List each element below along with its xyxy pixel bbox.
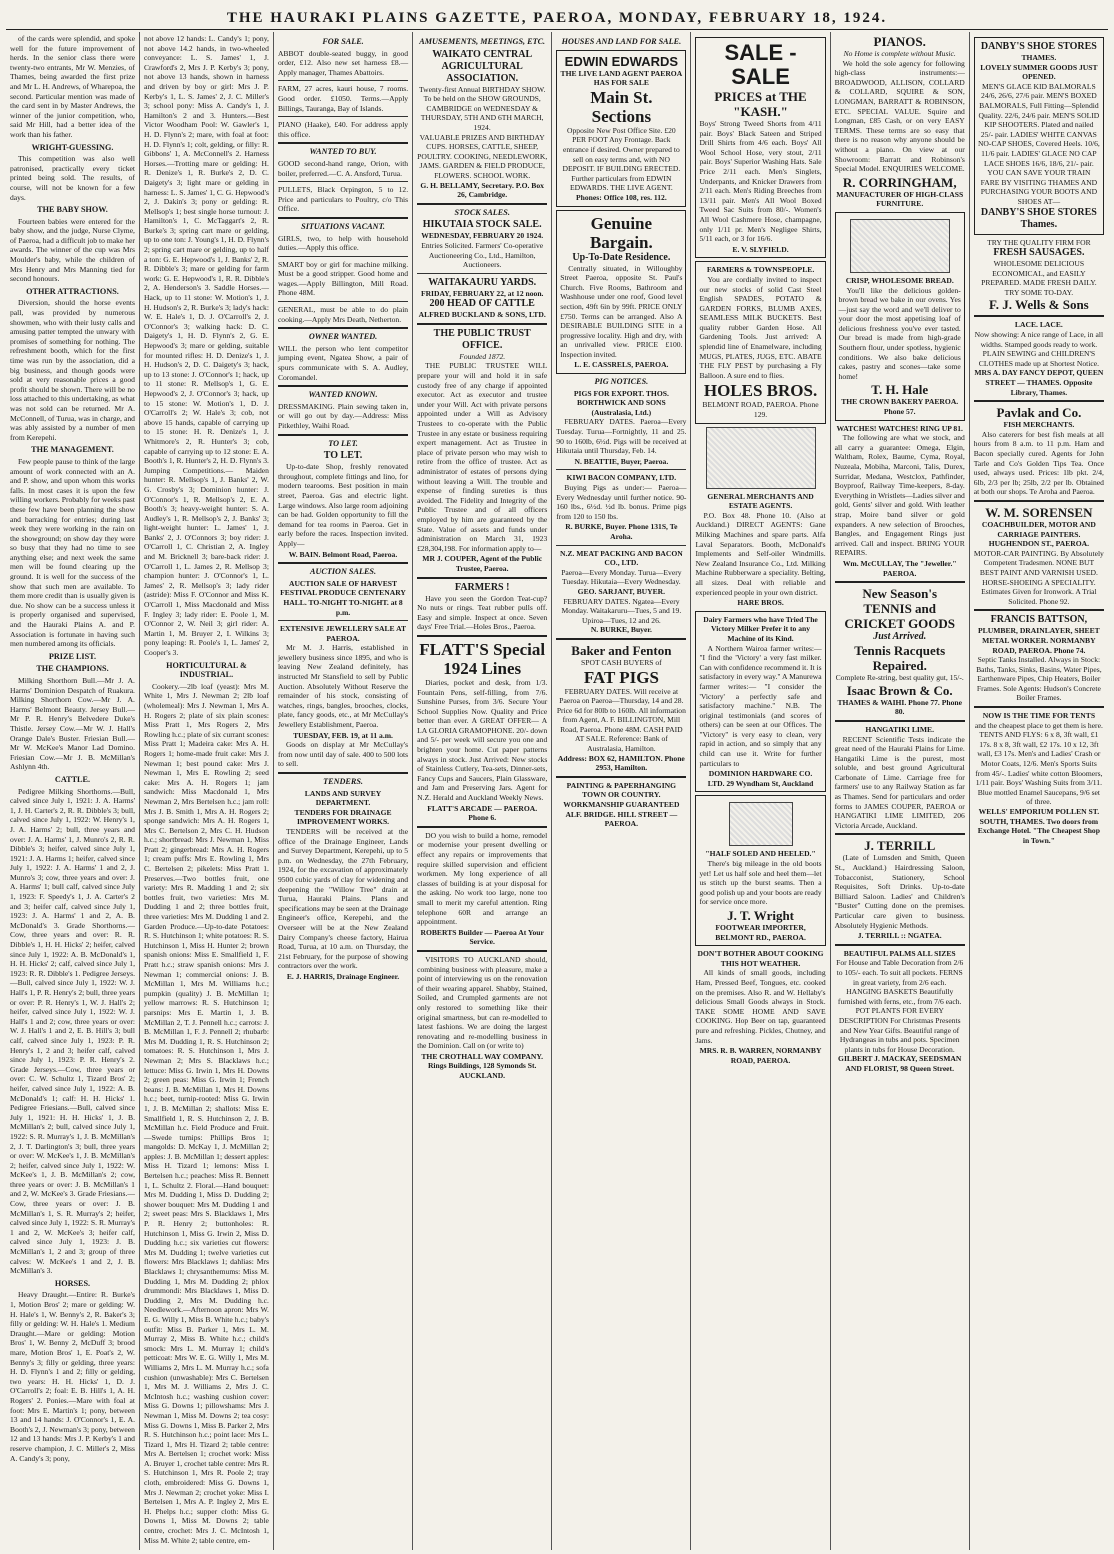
bf-fat: FAT PIGS bbox=[583, 667, 659, 687]
heading-auction: AUCTION SALES. bbox=[310, 567, 377, 577]
fb-sub: PLUMBER, DRAINLAYER, SHEET METAL WORKER. NORMANBY ROAD, PAEROA. Phone 74. bbox=[978, 626, 1100, 655]
terrill-name: J. TERRILL bbox=[864, 838, 936, 854]
column-3 bbox=[274, 32, 413, 1550]
jewellery-more: Goods on display at Mr McCullay's from now until day of sale. 400 to 500 lots to sell. bbox=[277, 740, 409, 769]
heading-tolet: TO LET. bbox=[328, 438, 358, 448]
danby-sign: DANBY'S SHOE STORES Thames. bbox=[980, 206, 1097, 230]
boot-illustration bbox=[729, 802, 793, 846]
waitakauru-cattle: 200 HEAD OF CATTLE bbox=[429, 298, 535, 310]
pav-title: Pavlak and Co. bbox=[996, 405, 1082, 421]
kiwi-body: Buying Pigs as under:— Paeroa—Every Wednesday until further notice. 90-160 lbs., 6½d. ½d lb. bonus. Prime pigs from 120 to 150 lbs. bbox=[556, 483, 687, 521]
pig-sign: N. BEATTIE, Buyer, Paeroa. bbox=[574, 456, 669, 466]
watches-title: WATCHES! WATCHES! RING UP 81. bbox=[836, 423, 963, 433]
ib-sub: THAMES & WAIHI. Phone 77. Phone 80. bbox=[837, 697, 962, 717]
ad-dressmaking: DRESSMAKING. Plain sewing taken in, or will go out by day.—Address: Miss Pitkethley, Waihi Road. bbox=[277, 401, 409, 430]
farmers-title: FARMERS ! bbox=[454, 581, 510, 593]
visitors-sign: THE CROTHALL WAY COMPANY. Rings Buildings, 128 Symonds St. AUCKLAND. bbox=[421, 1051, 544, 1081]
lace-body: Now showing: A nice range of Lace, in all widths. Stamped goods ready to work. PLAIN SEWING and CHILDREN'S CLOTHES made up at Shortest Notice. bbox=[974, 330, 1104, 368]
fw-saus: FRESH SAUSAGES. bbox=[993, 247, 1085, 259]
nz-meat-dates: FEBRUARY DATES. Ngatea—Every Monday. Waitakaruru—Tues, 5 and 19. Upiroa—Tues, 12 and 26. bbox=[561, 596, 682, 625]
heading-cattle: CATTLE. bbox=[54, 774, 91, 784]
ad-spurs: WILL the person who lent competitor jumping event, Ngatea Show, a pair of spurs communicate with S. A. Audley, Coromandel. bbox=[277, 343, 409, 382]
terrill-sign: J. TERRILL :: NGATEA. bbox=[857, 931, 942, 941]
heading-wanted: WANTED TO BUY. bbox=[309, 147, 377, 157]
ad-buggy: ABBOT double-seated buggy, in good order, £12. Also new set harness £8.—Apply manager, Thames Abattoirs. bbox=[277, 48, 409, 77]
danby-title: DANBY'S SHOE STORES bbox=[980, 41, 1097, 52]
article-champ: Milking Shorthorn Bull.—Mr J. A. Harms' Dominion Despatch of Ruakura. Milking Shorthorn Cow.—Mr J. A. Harms' Belmont Beauty. Jersey Bull.—Mr P. R. Henry's Belvedere Duke's Thistle. Jersey Cow.—Mr W. J. Hall's Orange Dale's Buster. Friesian Bull.—Mr W. McKee's Manor Lad Domino. Friesian Cow.—Mr J. B. McMillan's Ashlynn 4th. bbox=[10, 676, 135, 772]
hb-sub: BELMONT ROAD, PAEROA. Phone 129. bbox=[702, 400, 819, 420]
hb-body: P.O. Box 48. Phone 10. (Also at Auckland.) DIRECT AGENTS: Gane Milking Machines and spare parts. Alfa Laval Separators. Booth, McDonald's Implements and Self-oiler Windmills. New Zealand Insurance Co., Ltd. Milking Machine Rubberware a speciality. Belting, all sizes. Deal with reliable and experienced people in your own district. bbox=[695, 510, 826, 597]
tolet-body: Up-to-date Shop, freshly renovated throughout, complete fittings and lino, for modern tearooms. Best position in main street, Paeroa. Gas and electric light. Large windows. Also large room adjoining can be had. Golden opportunity to fill the demand for tea rooms in Paeroa. Get in early before the races. Inspection invited. Apply— bbox=[277, 462, 409, 548]
pig-title: PIGS FOR EXPORT. THOS. BORTHWICK AND SONS (Australasia, Ltd.) bbox=[573, 388, 669, 417]
column-6 bbox=[691, 32, 830, 1550]
bread-body: You'll like the delicious golden-brown bread we bake in our ovens. Yes—just say the word and we'll deliver to your door the most appetising loaf of delicious freshness you've ever tasted. Our bread is made from high-grade Southern flour, under spotless, hygienic conditions. We also bake delicious cakes, pastry and scones—take some home! bbox=[838, 285, 961, 381]
heading-pig: PIG NOTICES. bbox=[594, 377, 649, 387]
heading-wantedknown: WANTED KNOWN. bbox=[308, 390, 378, 400]
roberts-body: DO you wish to build a home, remodel or modernise your present dwelling or effect any repairs or improvements that require skilled supervision and efficient workmen. My long experience of all classes of building is at your disposal for the asking. No work too large, none too small to merit my careful attention. Ring telephone 60R and arrange an appointment. bbox=[417, 830, 548, 927]
pianos-body: We hold the sole agency for following high-class instruments:— BROADWOOD, ALLISON, COLLARD & COLLARD, SQUIRE & SON, LONGMAN, BARRATT & ROBINSON, ETC. SPECIAL VALUE. Squire and Longman, £85 Cash, or on very EASY TERMS. These terms are so easy that there is no reason why anyone should be without a piano. On view at our Showroom: Barratt and Robinson's Special Model. ENQUIRIES WELCOME. bbox=[834, 58, 965, 174]
tender-sign: E. J. HARRIS, Drainage Engineer. bbox=[286, 971, 400, 981]
hikutaia-body: Entries Solicited. Farmers' Co-operative Auctioneering Co., Ltd., Hamilton, Auctioneers. bbox=[421, 240, 544, 270]
bf-body: FEBRUARY DATES. Will receive at Paeroa on Paeroa—Thursday, 14 and 28. Price 6d for 80lb to 160lb. All information from Agent, A. F. BILLINGTON, Mill Road, Paeroa. Phone 48M. CASH PAID AT SALE. Reference: Bank of Australasia, Hamilton. bbox=[556, 686, 686, 754]
tender-title: LANDS AND SURVEY DEPARTMENT. bbox=[304, 788, 382, 808]
heading-prize: PRIZE LIST. bbox=[48, 651, 97, 661]
ft-body: You are cordially invited to inspect our new stocks of solid Cast Steel English SPADES, POTATO & GARDEN FORKS, BLUMB AXES, SEAMLESS MILK BUCKETS. Best quality rubber Garden Hose. All Gardening Tools. Just arrived: A splendid line of Enamelware, including MUGS, PLATES, JUGS, ETC. ABATE THE FLY PEST by purchasing a Fly Balloon. A sure end to flies. bbox=[699, 274, 822, 380]
hb-sign: HARE BROS. bbox=[737, 598, 784, 608]
ra-body: All kinds of small goods, including Ham, Pressed Beef, Tongues, etc. cooked on the premises. Also R. and W. Hellaby's delicious Small Goods always in Stock. TAKE SOME HOME AND SAVE COOKING. Hop Beer on tap, guaranteed pure and refreshing. Pickles, Chutney, and Jams. bbox=[695, 968, 826, 1045]
column-2 bbox=[140, 32, 274, 1550]
tents-body: and the cheapest place to get them is here. TENTS AND FLYS: 6 x 8, 3ft wall, £1 17s. 8 x 8, 3ft wall, £2 17s. 10 x 12, 3ft wall, £3 17s. Men's and Ladies' Crash or Motor Coats, 12/6. Men's Sports Suits from 45/-. Ladies' white cotton Bloomers, 1/11 pair. Boys' Washing Suits from 3/11. Blue mottled Enamel Saucepans, 9/6 set of three. bbox=[974, 720, 1103, 807]
ad-girls: GIRLS, two, to help with household duties.—Apply this office. bbox=[277, 233, 409, 253]
wms-title: W. M. SORENSEN bbox=[985, 504, 1093, 520]
gb-sign: L. E. CASSRELS, PAEROA. bbox=[574, 360, 669, 370]
crown-bakery-ad bbox=[835, 212, 965, 421]
ft-title: FARMERS & TOWNSPEOPLE. bbox=[706, 265, 815, 275]
roberts-sign: ROBERTS Builder — Paeroa At Your Service. bbox=[420, 927, 544, 947]
boot-body: There's big mileage in the old boots yet! Let us half sole and heel them—let us stitch up the burst seams. Then a good polish up and your boots are ready for service once more. bbox=[699, 859, 822, 907]
waikato-sign: G. H. BELLAMY, Secretary. P.O. Box 26, Cambridge. bbox=[420, 180, 544, 200]
tr-title: Tennis Racquets Repaired. bbox=[854, 643, 946, 674]
flatts-sign: FLATT'S ARCADE — PAEROA. Phone 6. bbox=[427, 803, 538, 823]
hikutaia-title: HIKUTAIA STOCK SALE. bbox=[422, 219, 542, 231]
flatts-title: FLATT'S Special 1924 Lines bbox=[419, 639, 546, 678]
heading-stock: STOCK SALES. bbox=[454, 207, 510, 217]
article-horses-cont: not above 12 hands: L. Candy's 1; pony, not above 14.2 hands, in two-wheeled conveyance: L. S. James' 1, J. Crawford's 2, Mrs J. P. Kerby's 3; pony, not above 13 hands, shown in harness and driven by boy or girl: Mrs J. P. Kerby's 1, L. S. James' 2, J. C. Miller's 3; school pony: Miss A. Candy's 1, J. Hamilton's 2 and 3. Hunters.—Best Victor Woodham Pool: W. Gawler's 1, H. D. Flynn's 2; mare, with foal at foot: H. D. Flynn's 1; colt, gelding, or filly: R. Gibbons' 1, A. McConnell's 2. Harness Horses.—Trotting mare or gelding: H. R. Denize's 1, R. Burke's 2, D. C. Daigety's 3; light mare or gelding in harness: L. S. James' 1, C. G. Hepwood's 2, J. Dakin's 3; pony or gelding: R. Mellsop's 1; best single horse turnout: J. Hamilton's 1, C. McTaggart's 2, R. Burke's 3; spring cart mare or gelding, up to one ton: J. Young's 1, H. D. Flynn's 2; spring cart mare or gelding, up to half a ton: G. E. Hepwood's 1, J. Banks' 2, R. R. Dibble's 3; mare or gelding for farm work: G. E. Hepwood's 1, R. R. Dibble's 2, A. Henderson's 3. Saddle Horses.—Hack, up to 11 stone: W. Motion's 1, J. H. Hudson's 2, R. Burke's 3; lady's hack: W. E. Hale's 1, D. J. O'Carroll's 2, J. O'Connor's 3; walking hack: D. C. Daigety's 1, H. D. Flynn's 2, G. E. Hepwood's 3; mare or gelding, suitable for mounted rifles: H. D. Denize's 1, J. H. Hudson's 2, D. C. Daigety's 3; hack, up to 13 stone: J. O'Connor's 1; hack, up to 11 stone: R. Mellsop's 1, G. E. Hepwood's 2, J. O'Connor's 3; hack, up to 15 stone: W. Motion's 1, D. J. O'Carroll's 2; W. Hale's 3; cob, not above 15 hands, capable of carrying up to 15 stone: H. R. Denize's 1, J. Whitmore's 2, R. Hunter's 3; cob, capable of carrying up to 12 stone: E. A. Booth's 1, R. Hunter's 2, H. D. Flynn's 3. Jumping Competitions.— Maiden hunter: R. Mellsop's 1, J. Banks' 2, W. G. Crosby's 3; Dominion hunter: J. O'Connor's 1, R. Mellsop's 2, E. A. Booth's 3; heavy-weight hunter: S. A. Audley's 1, R. Mellsop's 2, J. Banks' 3; light-weight hunter: L. James' 1, J. Banks' 2, J. O'Connors 3; boy rider: J. O'Carroll 1, C. Christian 2, A. Ingley and M. Bricknell 3; bare-back rider: J. O'Carroll 1, L. James 2, R. Mellsop 3; champion hunter: J. O'Connor's 1, L. James' 2, R. Mellsop's 3; lady rider (astride): Miss F. O'Connor and Miss K. O'Carroll 1, Miss Macdonald and Miss F. Ingley 3; lady rider: E. Poole 1, M. O'Connor 2, W. Neil 3; girl rider: A. Martin 1, M. Bruyer 2, I. Wilkins 3; pony leaping: R. Poole's 1, L. James' 2, Cooper's 3. bbox=[143, 34, 269, 657]
heading-horses: HORSES. bbox=[54, 1278, 91, 1288]
nz-meat-sign2: N. BURKE, Buyer. bbox=[590, 625, 652, 635]
bf-addr: Address: BOX 62, HAMILTON. Phone 2953, Hamilton. bbox=[557, 753, 685, 773]
bread-title: CRISP, WHOLESOME BREAD. bbox=[845, 275, 954, 285]
article-baby: Fourteen babies were entered for the baby show, and the judge, Nurse Clyme, of Paeroa, had a difficult job to make her awards. The winner of the cup was Mrs Moulder's baby, while the children of Mrs Henry and Mrs Manning tied for second honours. bbox=[10, 216, 135, 284]
ee-body: Opposite New Post Office Site. £20 PER FOOT Any Frontage. Back entrance if desired. Owner prepared to sell on easy terms and, with NO DEPOSIT. IF BUILDING ERECTED. Further particulars from EDWIN EDWARDS. THE LIVE AGENT. bbox=[562, 125, 681, 193]
heading-champ: THE CHAMPIONS. bbox=[36, 664, 109, 674]
lime-body: RECENT Scientific Tests indicate the great need of the Hauraki Plains for Lime. Hangatiki Lime is the purest, most soluble, and best ground Agricultural Carbonate of Lime. Carriage free for farmers' use to any Railway Station as far as Thames. Send for particulars and order forms to JAMES COUPER, PAEROA or HANGATIKI LIME LIMITED, 206 Victoria Arcade, Auckland. bbox=[834, 734, 965, 830]
heading-forsale: FOR SALE. bbox=[322, 37, 364, 46]
visitors-body: VISITORS TO AUCKLAND should, combining business with pleasure, make a point of interviewing us on the renovation of their wearing apparel. Shabby, Stained, Soiled, and Crumpled garments are not only restored to something like their original smartness, but can re-modelled to latest fashions. We are doing the largest renovating and re-modelling business in the Dominion. Call on (or write to) bbox=[417, 954, 548, 1051]
ad-pullets: PULLETS, Black Orpington, 5 to 12. Price and particulars to Poultry, c/o This Office. bbox=[277, 185, 409, 214]
holes-bros-ad bbox=[695, 261, 825, 423]
ad-smart-boy: SMART boy or girl for machine milking. Must be a good stripper. Good home and wages.—Apply Billington, Mill Road. Phone 48M. bbox=[277, 259, 409, 298]
lace-sign: MRS A. DAY FANCY DEPOT, QUEEN STREET — THAMES. Opposite Library, Thames. bbox=[974, 368, 1104, 397]
bread-addr: THE CROWN BAKERY PAEROA. Phone 57. bbox=[841, 397, 959, 417]
ad-general: GENERAL, must be able to do plain cooking.—Apply Mrs Death, Netherton. bbox=[277, 305, 409, 324]
season-title: New Season's bbox=[862, 586, 938, 602]
genuine-bargain-ad bbox=[556, 210, 686, 375]
heading-baby: THE BABY SHOW. bbox=[37, 205, 108, 215]
rc-name: R. CORRINGHAM, bbox=[842, 174, 957, 190]
column-8 bbox=[970, 32, 1108, 1550]
waikato-prizes: VALUABLE PRIZES AND BIRTHDAY CUPS. HORSES, CATTLE, SHEEP, POULTRY. COOKING, NEEDLEWORK, JAMS. GARDEN & FIELD PRODUCE, FLOWERS. SCHOOL WORK. bbox=[417, 132, 548, 180]
boot-sign: J. T. Wright bbox=[727, 908, 795, 923]
article-hort: Cookery.—2lb loaf (yeast): Mrs M. White 1, Mrs J. Newman 2; 2lb loaf (wholemeal): Mrs J. Newman 1, Mrs A. H. Rogers 2; plate of six plain scones: Miss Pratt 1, Mrs Rogers 2, Mrs Rowling h.c.; plate of six currant scones: Miss Pratt 1; Madeira cake: Mrs A. H. Rogers 1; home-made fruit cake: Mrs J. Newman 1; best pound cake: Mrs J. Newman 1, Mrs E. Rowling 2; seed cake: Mrs A. H. Rogers 1; jam sandwich: Miss Macdonald 1, Mrs Newman 2, Mrs Bertelsen h.c.; jam roll: Mrs J. B. Smith 1, Mrs A. H. Rogers 2; sponge sandwich: Mrs A. H. Rogers 1, Mrs C. Bertelson 2, Mrs C. H. Hudson h.c.; shortbread: Mrs J. Newman 1, Miss Pratt 2; gingerbread: Mrs A. H. Rogers 1; cream puffs: Mrs E. Rowling 1, Mrs C. Bertelsen 2; pikelets: Miss Pratt 1. Preserves.—Two bottles fruit, one variety: Mrs R. Madding 1 and 2; six bottles fruit, two varieties: Mrs M. Dudding 1 and 2; three bottles fruit, three varieties: Mrs M. Dudding 1 and 2. Garden Produce.—Up-to-date Potatoes: R. S. Hutchinson 1; white potatoes: R. S. Hutchinson 1, Miss H. Hunter 2; brown spanish onions: Miss E. Smallfield 1, F. Pratt h.c.; straw spanish onions: Mrs J. Newman 1; commercial onions: J. B. McMillan 1, Mrs M. Williams h.c.; pumpkin (quality) J. B. McMillan 1; yellow marrows: R. S. Hutchinson 1; parsnips: Mrs E. Martin 1, J. B. McMillan 2, T. J. Pennell h.c.; carrots: J. B. McMillan 1, F. J. Pennell 2; rhubarb: Mrs M. Dudding 1, R. S. Hutchinson 2; tomatoes: R. S. Hutchinson 1, Mrs J. Newman 2; Mrs S. Blacklaws h.c.; lettuce: Miss G. Irwin 1, Mrs H. Downs 2; green peas: Miss G. Irwin 1; French beans: J. B. McMillan 1, Mrs H. Downs h.c.; beet, turnip-rooted: Miss G. Irwin 1, J. B. McMillan 2; shallots: Miss E. Smallfield 1, R. S. Hutchinson 2, J. B. McMillan h.c. Field Produce and Fruit.—Swede turnips: Phillips Bros 1; mangolds: D. McKay 1, J. McMillan 2; apples: J. B. McMillan 1; dessert apples: Miss H. Tizard 1; lemons: Miss I. Bertelsen h.c.; peaches: Miss R. Bennett 1, L. Schultz 2. Floral.—Hand bouquet: Mrs M. Dudding 1, Miss D. Dudding 2; shower bouquet: Mrs M. Dudding 1 and 2; sweet peas: Mrs S. Blacklaws 1, Mrs P. R. Henry 2; buttonholes: R. Hutchinson 1, Miss G. Irwin 2, Miss D. Dudding h.c.; six varieties cut flowers: Mrs M. Dudding 1; twelve varieties cut flowers: Mrs Blacklaws 1; dahlias: Mrs Blacklaws 1; chrysanthemums: Miss M. Dudding 1, Mrs M. Dudding 2; phlox drummondi: Mrs Blacklaws 1, Miss D. Dudding 2, Mrs M. Dudding h.c. Needlework.—Afternoon apron: Mrs W. E. G. Willy 1, Miss B. White h.c.; baby's outfit: Miss B. Parker 1, Mrs L. M. Murray 2, Miss B. White h.c.; child's smock: Mrs L. M. Murray 1; child's petticoat: Mrs W. E. G. Willy 1, Mrs M. Williams 2, Mrs L. M. Murray h.c.; sofa cushion (unwashable): Mrs C. Bertelsen 1, Mrs M. J. Williams 2, Mrs J. C. McIntosh h.c.; washing cushion cover: Miss G. Downs 1; pillowshams: Mrs J. Newman 1, Miss M. Downs 2; tea cosy: Miss G. Downs 1, Miss B. Parker 2, Mrs R. S. Hutchinson h.c.; point lace: Mrs L. Tizard 1, Mrs H. Tizard 2; table centre: Mrs A. Bertelsen 1; crochet work: Miss A. Bruyer 1, crochet table centre: Mrs R. S. Hutchinson 1, Mrs R. Poole 2; tray cloth, embroidered: Miss G. Downs 1, Mrs J. Newman 2; crochet yoke: Miss I. Bertelsen 1, Mrs A. P. Ingley 2, Mrs E. H. Phelps h.c.; supper cloth: Miss G. Downs 1, Miss M. Downs 2; table centre, crochet: Mrs J. C. McIntosh 1, Miss M. White 2; table centre, em- bbox=[143, 681, 269, 1545]
heading-hort: HORTICULTURAL & INDUSTRIAL. bbox=[166, 660, 247, 680]
ee-name: EDWIN EDWARDS bbox=[564, 53, 679, 69]
lime-title: HANGATIKI LIME. bbox=[865, 724, 935, 734]
boot-title: "HALF SOLED AND HEELED." bbox=[705, 849, 816, 859]
waitakauru-sign: ALFRED BUCKLAND & SONS, LTD. bbox=[418, 310, 546, 320]
ee-sub: THE LIVE LAND AGENT PAEROA HAS FOR SALE bbox=[560, 68, 683, 88]
gb-title: Genuine Bargain. bbox=[589, 213, 653, 252]
public-trust-title: THE PUBLIC TRUST OFFICE. bbox=[433, 327, 531, 351]
columns bbox=[6, 32, 1108, 1550]
fb-title: FRANCIS BATTSON, bbox=[990, 614, 1088, 626]
fw-try: TRY THE QUALITY FIRM FOR bbox=[987, 237, 1091, 247]
tolet-sign: W. BAIN. Belmont Road, Paeroa. bbox=[288, 549, 398, 559]
sale-title: SALE - SALE bbox=[724, 40, 797, 89]
fw-sign: F. J. Wells & Sons bbox=[989, 297, 1089, 313]
article-horses: Heavy Draught.—Entire: R. Burke's 1, Motion Bros' 2; mare or gelding: W. H. Hale's 1, W. Benny's 2, R. Baker's 3; filly or gelding: W. H. Hale's 1. Medium Draught.—Mare or gelding: Motion Bros' 1, W. Benny 2, McDuff 3; brood mare, Motion Bros' 1, E. Poat's 2, W. Benny's 3; filly or gelding, three years: H. D. Flynn's 1 and 2; filly or gelding, two years: H. H. Hicks' 1, D. J. O'Carroll's 2; foal: E. B. Hill's 1, A. H. Rogers' 2. Ponies.—Mare with foal at foot: Mrs E. Martin's 1; pony, between 13 and 14 hands: J. O'Connor's 1, E. A. Booth's 2, J. Newman's 3; pony, between 12 and 13 hands: Mrs J. P. Kerby's 1 and reserve champion, J. C. Miller's 2, Miss A. Candy's 3; pony, bbox=[10, 1290, 135, 1463]
ad-piano: PIANO (Haake), £40. For address apply this office. bbox=[277, 120, 409, 139]
ee-phone: Phones: Office 108, res. 112. bbox=[575, 192, 667, 202]
heading-wright: WRIGHT-GUESSING. bbox=[31, 142, 114, 152]
danby-body: MEN'S GLACE KID BALMORALS 24/6, 26/6, 27/6 pair. MEN'S BOXED BALMORALS, Full Fitting—Splendid Quality. 22/6, 24/6 pair. MEN'S SOLID KIP SHOOTERS. Plated and nailed 25/- pair. LADIES' WHITE CANVAS NO-CAP SHOES, Covered Heels. 10/6, 11/6 pair. LADIES' GLACE NO CAP LACE SHOES 16/6, 18/6, 21/- pair. bbox=[977, 81, 1100, 168]
wms-body: MOTOR-CAR PAINTING. By Absolutely Competent Tradesmen. NONE BUT BEST PAINT AND VARNISH USED. HORSE-SHOEING A SPECIALITY. Estimates Given for Ironwork. A Trial Solicited. Phone 92. bbox=[973, 548, 1104, 606]
kash-sale-ad bbox=[695, 37, 825, 258]
column-5 bbox=[552, 32, 691, 1550]
heading-tenders: TENDERS. bbox=[323, 777, 363, 786]
waitakauru-date: FRIDAY, FEBRUARY 22, at 12 noon. bbox=[420, 288, 544, 298]
bread-illustration bbox=[850, 219, 950, 273]
heading-mgmt: THE MANAGEMENT. bbox=[31, 445, 114, 455]
danby-lovely: LOVELY SUMMER GOODS JUST OPENED. bbox=[980, 62, 1098, 82]
tents-title: NOW IS THE TIME FOR TENTS bbox=[982, 711, 1096, 721]
column-4 bbox=[413, 32, 552, 1550]
wright-boots-ad bbox=[695, 795, 825, 946]
sale-sub: PRICES at THE "KASH." bbox=[714, 89, 807, 119]
nz-meat-body: Paeroa—Every Monday. Turua—Every Tuesday. Hikutaia—Every Wednesday. bbox=[561, 567, 682, 587]
article-intro: of the cards were splendid, and spoke well for the future improvement of herds. In the senior class there were twenty-two entrants, Mr W. Menzies, of Thames, being awarded the first prize and Mr L. H. Andrews, of Wharepoa, the second. Particular mention was made of the card sent in by Master Andrews, the winner of the junior competition, who, said Mr Hill, had a better idea of the work than his father. bbox=[10, 34, 135, 139]
danby-town: THAMES. bbox=[1021, 53, 1057, 62]
hikutaia-date: WEDNESDAY, FEBRUARY 20 1924. bbox=[421, 231, 544, 241]
dairy-body: A Northern Wairoa farmer writes:— "I find the 'Victory' a very fast milker. Can with confidence recommend it. It is satisfactory in every way." A Manurewa farmer writes:— "I consider the 'Victory' a perfectly safe and satisfactory machine." N.B. The original testimonials (and scores of others) can be seen at our Offices. The "Victory" is very easy to clean, very rapid in action, and so simply that any child can use it. Write for further particulars to bbox=[699, 643, 822, 768]
pig-body: FEBRUARY DATES. Paeroa—Every Tuesday. Turua—Fortnightly, 11 and 25. 90 to 160lb, 6½d. Pigs will be received at Hikutaia until Thursday, Feb. 14. bbox=[556, 417, 687, 456]
public-trust-sign: MR J. COUPER, Agent of the Public Trustee, Paeroa. bbox=[422, 554, 543, 573]
watches-body: The following are what we stock, and all carry a guarantee: Omega, Elgin, Waltham, Rolex, Baume, Cyma, Royal, Nuzeala, Mobiha, Marconi, Talis, Durex, Surridar, Medana, Westclox, Pathfinder, Boyproof, Railway Time-keepers, 8-day. Everything in Wristlets—Ladies silver and gold, Gents' silver and gold. With leather strap, Moire band silver or gold expanders. A new selection of Brooches, Bangles, and Engagement Rings just arrived. Call and inspect. BRING YOUR REPAIRS. bbox=[834, 433, 965, 558]
kiwi-title: KIWI BACON COMPANY, LTD. bbox=[566, 473, 677, 483]
heading-situations: SITUATIONS VACANT. bbox=[301, 221, 385, 231]
public-trust-founded: Founded 1872. bbox=[459, 351, 506, 361]
waitakauru-title: WAITAKAURU YARDS. bbox=[428, 276, 537, 288]
rc-sub: MANUFACTURER OF HIGH-CLASS FURNITURE. bbox=[836, 189, 964, 209]
dairy-title: Dairy Farmers who have Tried The Victory Milker Prefer it to any Machine of its Kind. bbox=[703, 614, 818, 643]
jewellery-date: TUESDAY, FEB. 19, at 11 a.m. bbox=[293, 730, 393, 740]
gb-sub: Up-To-Date Residence. bbox=[572, 251, 671, 263]
article-mgmt: Few people pause to think of the large amount of work connected with an A. and P. show, and upon whom this works falls. In most cases it is upon the few willing workers. Probably for weeks past these few have been planning the show and barracking for entries; during last week they were working in the rain on the showground; on show day they were so busy that they had no time to see anything else; and next week the same men will be found clearing up the ground. It is well for the success of the show that such men are available. To them more credit than is usually given is due. No show can be a success unless it is properly organised and supervised, and the Hauraki Plains A. and P. Association is fortunate in having such men numbered among its officials. bbox=[10, 456, 135, 649]
palms-body: For House and Table Decoration from 2/6 to 105/- each. To suit all pockets. FERNS in great variety, from 2/6 each. HANGING BASKETS Beautifully furnished with ferns, etc., from 7/6 each. POT PLANTS FOR EVERY DESCRIPTION For Christmas Presents and New Year Gifts. Beautiful range of Hydrangeas in tubs and pots. Specimen plants in tubs for House Decoration. bbox=[836, 958, 964, 1054]
palms-title: BEAUTIFUL PALMS ALL SIZES bbox=[843, 948, 956, 958]
fb-body: Septic Tanks Installed. Always in Stock: Baths, Tanks, Sinks, Basins, Water Pipes, Earthenware Pipes, Chip Heaters, Boiler Frames. Sole Agents: Hudson's Concrete Boiler Frames. bbox=[976, 655, 1102, 703]
wms-sub: COACHBUILDER, MOTOR AND CARRIAGE PAINTERS. HUGHENDON ST., PAEROA. bbox=[981, 519, 1096, 549]
pav-body: Also caterers for best fish meals at all hours from 8 a.m. to 11 p.m. Ham and Bacon specially cured. Agents for John Tarle and Co's Golden Tips Tea. Once used, always used. Prices: 1lb pkt. 2/4, 6lb, 2/3 per lb; 25lb, 2/2 per lb. Obtained at both our shops. Te Aroha and Paeroa. bbox=[973, 429, 1104, 497]
article-wright: This competition was also well patronised, practically every ticket printed being sold. The results, of course, will not be known for a few days. bbox=[10, 154, 135, 202]
waikato-title: WAIKATO CENTRAL AGRICULTURAL ASSOCIATION. bbox=[432, 48, 533, 84]
sale-body: Boys' Strong Tweed Shorts from 4/11 pair. Boys' Black Sateen and Striped Drill Shirts from 4/6 each. Boys' All Wool School Hose, very stout, 2/11 pair. Boys' Superior Washing Hats. Sale Price 2/11 each. Men's Singlets, Underpants, and Knicker Drawers from 2/11 each. Men's Riding Breeches from 13/11 pair. Men's All Wool Boxed Tweed Sac Suits from 80/-. Women's All Wool Cashmere Hose, champagne, only 1/11 pr. Men's Negligee Shirts, 5/11 each, or 3 for 16/6. bbox=[699, 119, 822, 244]
ad-farm: FARM, 27 acres, kauri house, 7 rooms. Good order. £1050. Terms.—Apply Billings, Tauranga, Bay of Islands. bbox=[277, 84, 409, 113]
heading-amuse: AMUSEMENTS, MEETINGS, ETC. bbox=[419, 37, 546, 46]
ee-main: Main St. Sections bbox=[590, 87, 653, 126]
jewellery-body: Mr M. J. Harris, established in jewellery business since 1895, and who is leaving New Zealand definitely, has instructed Mr Stansfield to sell by Public Auction. Absolutely Without Reserve the remainder of his stock, consisting of watches, rings, bangles, brooches, clocks, plate, fancy goods, etc., at Mr McCullay's Jewellery Establishment, Paeroa. bbox=[277, 643, 409, 730]
hare-bros-illustration bbox=[706, 427, 816, 489]
edwin-edwards-ad bbox=[556, 50, 686, 207]
tolet-title: TO LET. bbox=[323, 450, 363, 462]
victory-milker-ad bbox=[695, 611, 825, 793]
danby-save: YOU CAN SAVE YOUR TRAIN FARE BY VISITING THAMES AND PURCHASING YOUR BOOTS AND SHOES AT— bbox=[980, 168, 1098, 206]
fw-body: WHOLESOME DELICIOUS ECONOMICAL, and EASILY PREPARED. MADE FRESH DAILY. TRY SOME TO-DAY. bbox=[981, 259, 1097, 297]
hb-title: HOLES BROS. bbox=[703, 381, 818, 401]
sale-sign: E. V. SLYFIELD. bbox=[732, 244, 789, 254]
paint-ad: PAINTING & PAPERHANGING TOWN OR COUNTRY. WORKMANSHIP GUARANTEED ALF. BRIDGE. HILL STREET — PAEROA. bbox=[563, 780, 680, 829]
lace-title: LACE. LACE. bbox=[1014, 320, 1063, 330]
bf-sub: SPOT CASH BUYERS of bbox=[581, 657, 662, 667]
boot-addr: FOOTWEAR IMPORTER, BELMONT RD., PAEROA. bbox=[715, 923, 806, 942]
article-other: Diversion, should the horse events pall, was provided by numerous showmen, who with their lusty calls and amusing patter tempted the unwary with promises of something for nothing. The refreshment booth, which for the first time was run by the association, did a big business, and though goods were sold at very reasonable prices a good profit should be shown. There will be no loss attached to this undertaking, as what was not sold can be returned. Mr A. McConnell, of Turua, was in charge, and was ably assisted by a number of men from Kerepehi. bbox=[10, 298, 135, 442]
ra-sign: MRS. R. B. WARREN, NORMANBY ROAD, PAEROA. bbox=[699, 1046, 822, 1065]
flatts-body: Diaries, pocket and desk, from 1/3. Fountain Pens, self-filling, from 7/6. Sunshine Purses, from 3/6. Secure Your School Supplies Now. Quality and Price better than ever. A GREAT OFFER— A LA GLORIA GRAMOPHONE. 20/- down and 5/- per week will secure you one and brighten your home. Cut paper patterns always in stock. Just Arrived: New stocks of Stainless Cutlery, Tea-sets, Dinner-sets, Fancy Cups and Saucers, Plain Glassware, and Jam and Preserving Jars. Agent for N.Z. Herald and Auckland Weekly News. bbox=[417, 677, 548, 803]
palms-sign: GILBERT J. MACKAY, SEEDSMAN AND FLORIST, 98 Queen Street. bbox=[838, 1054, 962, 1073]
nz-meat-title: N.Z. MEAT PACKING AND BACON CO., LTD. bbox=[559, 548, 683, 568]
watches-sign: Wm. McCULLAY, The "Jeweller." PAEROA. bbox=[842, 558, 957, 578]
bf-title: Baker and Fenton bbox=[571, 642, 672, 658]
bread-sign: T. H. Hale bbox=[871, 382, 929, 398]
heading-other: OTHER ATTRACTIONS. bbox=[26, 286, 119, 296]
danby-ad bbox=[974, 37, 1104, 235]
tender-sub: TENDERS FOR DRAINAGE IMPROVEMENT WORKS. bbox=[294, 807, 392, 827]
ib-title: Isaac Brown & Co. bbox=[846, 682, 953, 698]
article-cattle: Pedigree Milking Shorthorns.—Bull, calved since July 1, 1921: J. A. Harms' 1, J. H. Carter's 2, R. R. Dibble's 3; bull, calved since July 1, 1922: W. Henry's 1, J. A. Harms' 2; bull, three years and over: J. A. Harms' 1, J. Munro's 2, R. R. Dibble's 3; heifer, calved since July 1, 1921: J. A. Harms 1; heifer, calved since July 1, 1922: J. A. Harms' 1 and 2, J. Munro's 3; cow, three years and over: J. A. Harms' 1; bull calf, calved since July 1, 1923: F. Speedy's 1, J. A. Carter's 2 and 3; heifer calf, calved since July 1, 1923: J. A. Harms' 1 and 2, A. B. McDonald's 3. Grade Shorthorns.—Cow, three years and over: R. R. Dibble's 1, H. H. Hicks' 2; heifer, calved since July 1, 1922: A. B. McDonald's 1, H. H. Hicks' 2; calf, calved since July 1, 1923: R. R. Dibble's 1. Pedigree Jerseys.—Bull, calved since July 1, 1922: W. J. Hall's 1, P. R. Henry's 2; bull, three years or over: P. R. Henry's 1, W. J. Hall's 2; heifer, calved since July 1, 1922: W. J. Hall's 1 and 2; cow, three years or over: W. J. Hall's 1 and 2, E. B. Hill's 3; bull calf, calved since July 1, 1923: P. R. Henry's 1, 2 and 3; heifer calf, calved since July 1, 1923: P. R. Henry's 2. Grade Jerseys.—Cow, three years or over: C. W. Schultz 1, Tizard Bros' 2; heifer, calved since July 1, 1922: A. B. McDonald's 1; calf: H. H. Hicks' 1. Pedigree Friesians.—Bull, calved since July 1, 1921: H. H. Hicks' 1, J. B. McMillan's 2; bull, calved since July 1, 1922: S. R. Murray's 1, J. B. McMillan's 2, J. T. Darlington's 3; bull, three years or over: W. McKee's 1, J. B. McMillan's 2; heifer, calved since July 1, 1922: W. McKee's 1, J. B. McMillan's 2; cow, three years or over: J. B. McMillan's 1 and 2, W. McKee's 3. Grade Friesians.—Cow, three years or over: J. B. McMillan's 1, S. R. Murray's 2; heifer, calved since July 1, 1922: S. R. Murray's 1 and 2, W. McKee's 3; heifer calf, calved since July 1, 1923: J. B. McMillan's 1, 2 and 3; group of three calves: W. McKee's 1 and 2, J. B. McMillan's 3. bbox=[10, 786, 135, 1276]
farmers-body: Have you seen the Gordon Teat-cup? No nuts or rings. Teat rubber pulls off. Easy and simple. Inspect at once. Seven days' Free Trial.—Holes Bros., Paeroa. bbox=[417, 593, 548, 632]
column-7 bbox=[831, 32, 970, 1550]
auction-title: AUCTION SALE OF HARVEST FESTIVAL PRODUCE CENTENARY HALL. TO-NIGHT TO-NIGHT. at 8 p.m. bbox=[280, 578, 406, 617]
hb-gen: GENERAL MERCHANTS AND ESTATE AGENTS. bbox=[707, 491, 814, 511]
kiwi-sign: R. BURKE, Buyer. Phone 131S, Te Aroha. bbox=[565, 522, 678, 541]
masthead: THE HAURAKI PLAINS GAZETTE, PAEROA, MONDAY, FEBRUARY 18, 1924. bbox=[6, 6, 1108, 30]
tents-sign: WELLS' EMPORIUM POLLEN ST. SOUTH, THAMES. Two doors from Exchange Hotel. "The Cheapest Shop in Town." bbox=[977, 807, 1100, 845]
tc-arrived: Just Arrived. bbox=[873, 631, 927, 643]
pav-sub: FISH MERCHANTS. bbox=[1003, 420, 1075, 430]
ad-range: GOOD second-hand range, Orion, with boiler, preferred.—C. A. Ansford, Turua. bbox=[277, 158, 409, 178]
public-trust-body: THE PUBLIC TRUSTEE WILL prepare your will and hold it in safe custody free of any charge if appointed executor. Act as executor and trustee under your Will. Act with private persons appointed under a Will as Advisory Trustees to co-operate with the Public Trustee in any estate or business requiring expert management. Act as Trustee in place of private person who may wish to retire from the office of trustee. Act as administrator of estates of persons dying without leaving a Will. The trouble and expense of finding sureties is thus avoided. The Fidelity and Integrity of the Public Trustee and of all officers employed by him are guaranteed by the State. Value of assets and funds under administration on March 31, 1923 £28,304,198. For information apply to— bbox=[417, 361, 548, 553]
gb-body: Centrally situated, in Willoughby Street Paeroa, opposite St. Paul's Church. Five Rooms, Bathroom and Washhouse under one roof, Good level section, 49ft 6in by 99ft. PRICE ONLY £750. Terms can be arranged. Also A DESIRABLE BUILDING SITE in a progressive locality. High and dry, with an unrivalled view. PRICE £100. Inspection invited. bbox=[560, 263, 683, 359]
tender-body: TENDERS will be received at the office of the Drainage Engineer, Lands and Survey Department, Kerepehi, up to 5 p.m. on Wednesday, the 27th February, 1924, for the excavation of approximately 9500 cubic yards of clay for widening and deepening the "Willow Tree" drain at Turua, Hauraki Plains. Plans and specifications may be seen at the Drainage Engineer's office, Kerepehi, and the Overseer will be at the New Zealand Dairy Company's cheese factory, Hairua Road, Turua, at 10 a.m. on Thursday, the 21st February, for the purpose of showing contractors over the work. bbox=[277, 826, 409, 971]
nz-meat-sign: GEO. SARJANT, BUYER. bbox=[577, 586, 666, 596]
waikato-show: Twenty-first Annual BIRTHDAY SHOW. To be held on the SHOW GROUNDS, CAMBRIDGE on WEDNESDAY & THURSDAY, 5TH AND 6TH MARCH, 1924. bbox=[418, 84, 546, 132]
dairy-sign: DOMINION HARDWARE CO. LTD. 29 Wyndham St, Auckland bbox=[707, 769, 814, 788]
column-1 bbox=[6, 32, 140, 1550]
tc-title: TENNIS and CRICKET GOODS bbox=[844, 601, 956, 632]
heading-houses: HOUSES AND LAND FOR SALE. bbox=[561, 37, 682, 46]
terrill-body: (Late of Lumsden and Smith, Queen St., Auckland.) Hairdressing Saloon, Tobacconist, Stationery, School Requisites, Soft Drinks. Up-to-date Billiard Saloon. Ladies' and Children's "Buster" Cutting done on the premises. Particular care given to business. Absolutely Hygienic Methods. bbox=[834, 853, 965, 930]
heading-owner: OWNER WANTED. bbox=[308, 332, 378, 342]
pianos-title: PIANOS. bbox=[873, 34, 926, 49]
tr-body: Complete Re-string, best quality gut, 15/-. bbox=[835, 673, 964, 683]
jewellery-title: EXTENSIVE JEWELLERY SALE AT PAEROA. bbox=[279, 624, 407, 643]
ra-title: DON'T BOTHER ABOUT COOKING THIS HOT WEATHER. bbox=[697, 949, 824, 968]
pianos-sub: No Home is complete without Music. bbox=[843, 49, 956, 58]
